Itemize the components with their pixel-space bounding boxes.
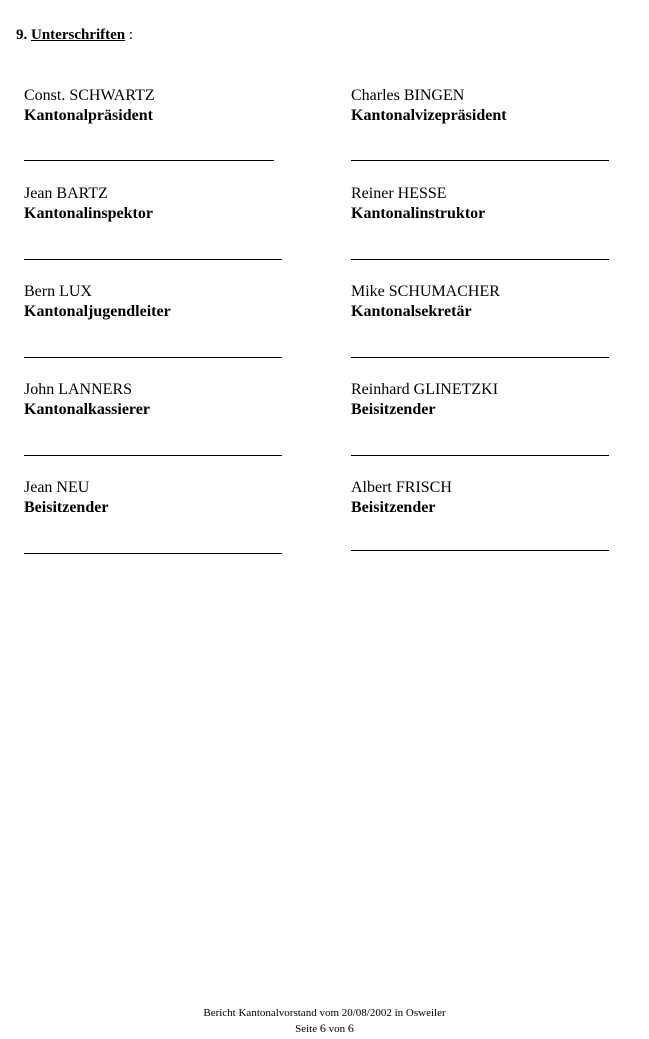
signatory-role: Kantonalkassierer (24, 401, 150, 418)
signatory-block (24, 380, 314, 420)
signatory-block (351, 86, 641, 126)
signature-line (351, 259, 609, 260)
section-number: 9. (16, 27, 28, 43)
signatory-name: Albert FRISCH (351, 479, 452, 496)
page-total: 6 (347, 1021, 354, 1035)
section-suffix: : (128, 27, 134, 43)
signatory-name: Reinhard GLINETZKI (351, 381, 499, 398)
signatory-name: Charles BINGEN (351, 87, 465, 104)
signatory-name: John LANNERS (24, 381, 133, 398)
signatory-role: Beisitzender (351, 401, 436, 418)
signatory-name: Jean BARTZ (24, 185, 108, 202)
signatory-block (24, 86, 314, 126)
signatory-name: Mike SCHUMACHER (351, 283, 500, 300)
signature-line (351, 357, 609, 358)
signatory-role: Beisitzender (24, 499, 109, 516)
page-current: 6 (319, 1021, 326, 1035)
signature-line (24, 259, 282, 260)
signatory-role: Kantonalvizepräsident (351, 107, 507, 124)
signature-line (351, 455, 609, 456)
page-label: Seite (295, 1023, 318, 1035)
signatory-block (24, 282, 314, 322)
signatory-block (24, 478, 314, 518)
signature-line (24, 357, 282, 358)
signatory-role: Kantonaljugendleiter (24, 303, 171, 320)
section-heading (16, 26, 133, 44)
signature-line (351, 160, 609, 161)
signatory-block (351, 282, 641, 322)
signature-line (24, 553, 282, 554)
signature-line (24, 160, 274, 161)
footer-report: Bericht Kantonalvorstand vom 20/08/2002 in Osweiler (203, 1007, 446, 1019)
signatory-name: Jean NEU (24, 479, 90, 496)
signature-line (24, 455, 282, 456)
signatory-block (24, 184, 314, 224)
signatory-name: Bern LUX (24, 283, 92, 300)
signatory-name: Reiner HESSE (351, 185, 447, 202)
signatory-name: Const. SCHWARTZ (24, 87, 155, 104)
signatory-role: Kantonalpräsident (24, 107, 153, 124)
signatory-role: Kantonalinstruktor (351, 205, 486, 222)
signatory-block (351, 184, 641, 224)
signatory-role: Kantonalsekretär (351, 303, 472, 320)
signatory-block (351, 380, 641, 420)
signature-line (351, 550, 609, 551)
footer-pagination (0, 1021, 649, 1036)
signatory-role: Beisitzender (351, 499, 436, 516)
page-separator: von (328, 1023, 346, 1035)
section-title: Unterschriften (31, 27, 126, 43)
signatory-block (351, 478, 641, 518)
signatory-role: Kantonalinspektor (24, 205, 153, 222)
